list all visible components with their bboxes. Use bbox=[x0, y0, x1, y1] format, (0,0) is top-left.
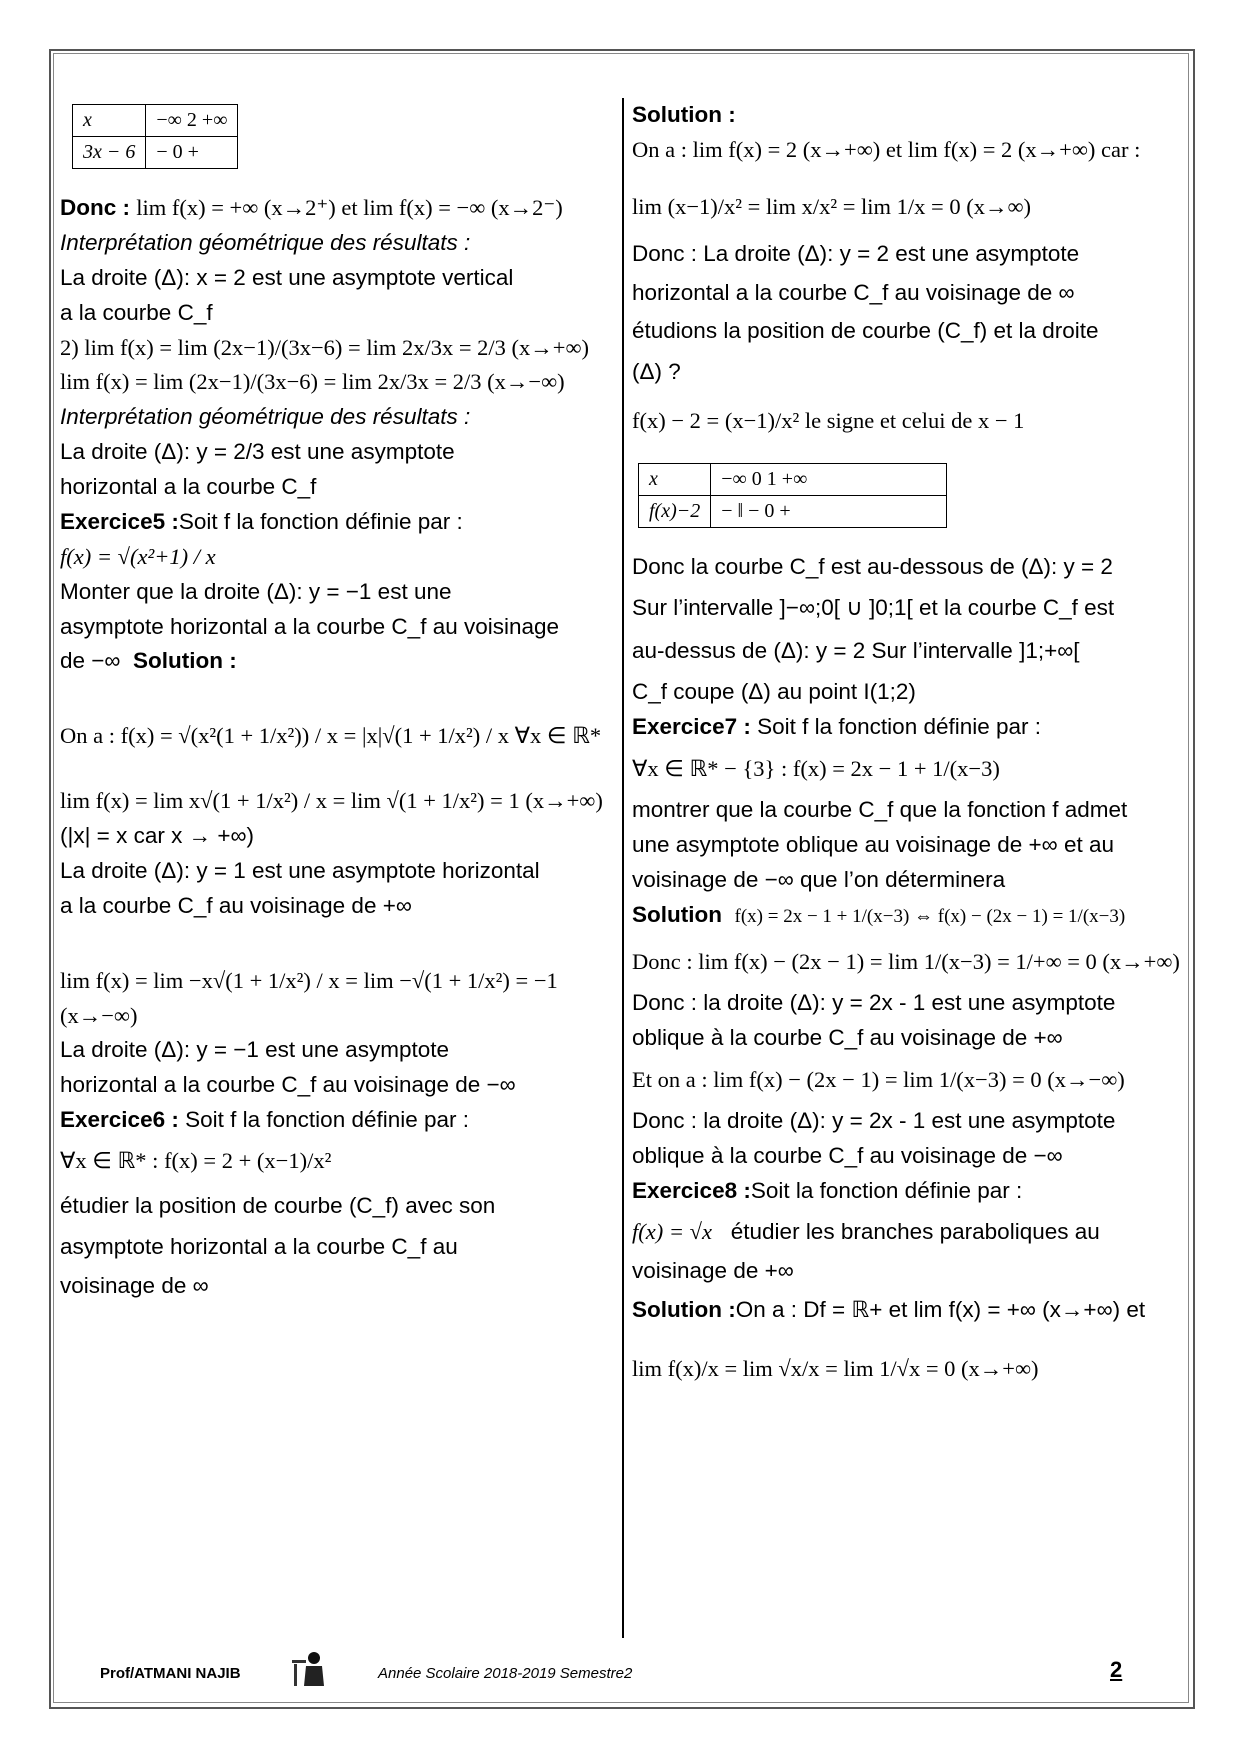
exercise-text: Soit f la fonction définie par : bbox=[178, 508, 463, 534]
table-cell: −∞ 0 1 +∞ bbox=[711, 464, 947, 496]
donc-line bbox=[60, 191, 620, 226]
math-line: On a : lim f(x) = 2 (x→+∞) et lim f(x) = 2 (x→+∞) car : bbox=[632, 136, 1141, 162]
text-line: Donc : la droite (Δ): y = 2x - 1 est une asymptote bbox=[632, 1108, 1116, 1134]
text-line: La droite (Δ): y = 2/3 est une asymptote bbox=[60, 439, 455, 465]
exercise-text: Soit f la fonction définie par : bbox=[185, 1107, 470, 1133]
text-line: oblique à la courbe C_f au voisinage de −∞ bbox=[632, 1143, 1063, 1169]
math-line: On a : f(x) = √(x²(1 + 1/x²)) / x = |x|√(1 + 1/x²) / x ∀x ∈ ℝ* bbox=[60, 723, 602, 749]
text-line: voisinage de ∞ bbox=[60, 1272, 209, 1298]
teacher-figure-icon bbox=[288, 1650, 330, 1692]
table-cell: x bbox=[73, 105, 146, 137]
exercise-title: Exercice8 : bbox=[632, 1178, 751, 1203]
right-column bbox=[632, 98, 1187, 1386]
text-line: Sur l’intervalle ]−∞;0[ ∪ ]0;1[ et la courbe C_f est bbox=[632, 594, 1115, 620]
text-line: Donc : la droite (Δ): y = 2x - 1 est une asymptote bbox=[632, 989, 1116, 1015]
column-divider bbox=[622, 98, 624, 1638]
interpretation-heading: Interprétation géométrique des résultats : bbox=[60, 404, 471, 430]
solution-line bbox=[632, 1293, 1187, 1328]
text-line: étudier la position de courbe (C_f) avec son bbox=[60, 1192, 496, 1218]
text-line: une asymptote oblique au voisinage de +∞ et au bbox=[632, 832, 1115, 858]
text-line: horizontal a la courbe C_f au voisinage de −∞ bbox=[60, 1072, 516, 1098]
exercise-title: Exercice6 : bbox=[60, 1107, 179, 1133]
text-line: voisinage de −∞ que l’on déterminera bbox=[632, 867, 1006, 892]
text-line: La droite (Δ): y = 1 est une asymptote horizontal bbox=[60, 857, 540, 883]
table-cell: x bbox=[639, 464, 711, 496]
text-line: C_f coupe (Δ) au point I(1;2) bbox=[632, 678, 916, 704]
donc-label: Donc : bbox=[60, 195, 130, 220]
exercise-header bbox=[632, 1174, 1187, 1209]
page-number: 2 bbox=[1110, 1657, 1123, 1682]
text-line: a la courbe C_f au voisinage de +∞ bbox=[60, 892, 412, 918]
text-line: étudions la position de courbe (C_f) et la droite bbox=[632, 318, 1099, 344]
text-line: Donc la courbe C_f est au-dessous de (Δ): y = 2 bbox=[632, 554, 1113, 579]
exercise-title: Exercice7 : bbox=[632, 713, 751, 739]
text-line: (|x| = x car x → +∞) bbox=[60, 823, 255, 848]
text-line: montrer que la courbe C_f que la fonction f admet bbox=[632, 797, 1128, 823]
math-line: lim f(x) = lim (2x−1)/(3x−6) = lim 2x/3x = 2/3 (x→−∞) bbox=[60, 369, 565, 395]
text-line: Donc : La droite (Δ): y = 2 est une asymptote bbox=[632, 240, 1080, 266]
text-line: Monter que la droite (Δ): y = −1 est une bbox=[60, 578, 452, 604]
donc-expr: lim f(x) = +∞ (x→2⁺) et lim f(x) = −∞ (x→2⁻) bbox=[136, 195, 563, 220]
text-span: de −∞ bbox=[60, 648, 121, 674]
sign-table-2 bbox=[638, 463, 947, 528]
exercise-header bbox=[60, 1103, 620, 1138]
text-line: oblique à la courbe C_f au voisinage de +∞ bbox=[632, 1024, 1063, 1050]
table-cell: − 0 + bbox=[146, 137, 238, 169]
exercise-title: Exercice5 : bbox=[60, 508, 179, 534]
solution-label: Solution : bbox=[632, 1296, 736, 1322]
sign-table-1 bbox=[72, 104, 238, 169]
exercise-header bbox=[632, 710, 1187, 745]
math-line: Donc : lim f(x) − (2x − 1) = lim 1/(x−3) = 1/+∞ = 0 (x→+∞) bbox=[632, 948, 1180, 974]
math-line: f(x) = √(x²+1) / x bbox=[60, 543, 216, 569]
footer-year: Année Scolaire 2018-2019 Semestre2 bbox=[378, 1665, 633, 1682]
interpretation-heading: Interprétation géométrique des résultats : bbox=[60, 229, 471, 255]
math-line: ∀x ∈ ℝ* : f(x) = 2 + (x−1)/x² bbox=[60, 1148, 332, 1173]
solution-label: Solution bbox=[632, 901, 722, 927]
solution-label: Solution : bbox=[632, 102, 736, 127]
text-line: La droite (Δ): x = 2 est une asymptote vertical bbox=[60, 264, 514, 290]
table-cell: 3x − 6 bbox=[73, 137, 146, 169]
math-line: lim f(x) = lim x√(1 + 1/x²) / x = lim √(1 + 1/x²) = 1 (x→+∞) bbox=[60, 788, 603, 814]
math-line: Et on a : lim f(x) − (2x − 1) = lim 1/(x−3) = 0 (x→−∞) bbox=[632, 1067, 1125, 1093]
table-cell: f(x)−2 bbox=[639, 496, 711, 528]
text-line: (Δ) ? bbox=[632, 359, 681, 385]
table-cell: − ‖ − 0 + bbox=[711, 496, 947, 528]
text-line: horizontal a la courbe C_f au voisinage de ∞ bbox=[632, 279, 1075, 305]
solution-line bbox=[632, 898, 1187, 933]
table-cell: −∞ 2 +∞ bbox=[146, 105, 238, 137]
text-line: horizontal a la courbe C_f bbox=[60, 474, 317, 499]
exercise-text: Soit la fonction définie par : bbox=[750, 1178, 1023, 1203]
math-line: lim f(x)/x = lim √x/x = lim 1/√x = 0 (x→+∞) bbox=[632, 1355, 1039, 1381]
text-line bbox=[60, 644, 620, 679]
exercise-text: Soit f la fonction définie par : bbox=[757, 713, 1042, 739]
text-line: au-dessus de (Δ): y = 2 Sur l’intervalle ]1;+∞[ bbox=[632, 637, 1080, 663]
text-line: asymptote horizontal a la courbe C_f au voisinage bbox=[60, 613, 560, 639]
math-line: lim f(x) = lim −x√(1 + 1/x²) / x = lim −√(1 + 1/x²) = −1 (x→−∞) bbox=[60, 967, 558, 1028]
footer-author: Prof/ATMANI NAJIB bbox=[100, 1665, 241, 1682]
math-line: ∀x ∈ ℝ* − {3} : f(x) = 2x − 1 + 1/(x−3) bbox=[632, 756, 1000, 782]
math-expr: f(x) = √x bbox=[632, 1218, 712, 1244]
text-span: étudier les branches paraboliques au bbox=[730, 1218, 1100, 1244]
text-line: voisinage de +∞ bbox=[632, 1257, 794, 1283]
text-line: a la courbe C_f bbox=[60, 299, 213, 325]
math-line: 2) lim f(x) = lim (2x−1)/(3x−6) = lim 2x/3x = 2/3 (x→+∞) bbox=[60, 334, 589, 360]
text-line: asymptote horizontal a la courbe C_f au bbox=[60, 1233, 458, 1259]
text-line: La droite (Δ): y = −1 est une asymptote bbox=[60, 1037, 449, 1063]
math-line: f(x) − 2 = (x−1)/x² le signe et celui de x − 1 bbox=[632, 408, 1025, 434]
left-column bbox=[60, 98, 620, 1304]
math-expr: f(x) = 2x − 1 + 1/(x−3) ⇔ f(x) − (2x − 1) = 1/(x−3) bbox=[734, 905, 1126, 927]
exercise-header bbox=[60, 505, 620, 540]
solution-label: Solution : bbox=[132, 648, 237, 674]
math-line: lim (x−1)/x² = lim x/x² = lim 1/x = 0 (x→∞) bbox=[632, 193, 1032, 219]
text-line bbox=[632, 1215, 1187, 1250]
text-span: On a : Df = ℝ+ et lim f(x) = +∞ (x→+∞) et bbox=[735, 1296, 1146, 1322]
